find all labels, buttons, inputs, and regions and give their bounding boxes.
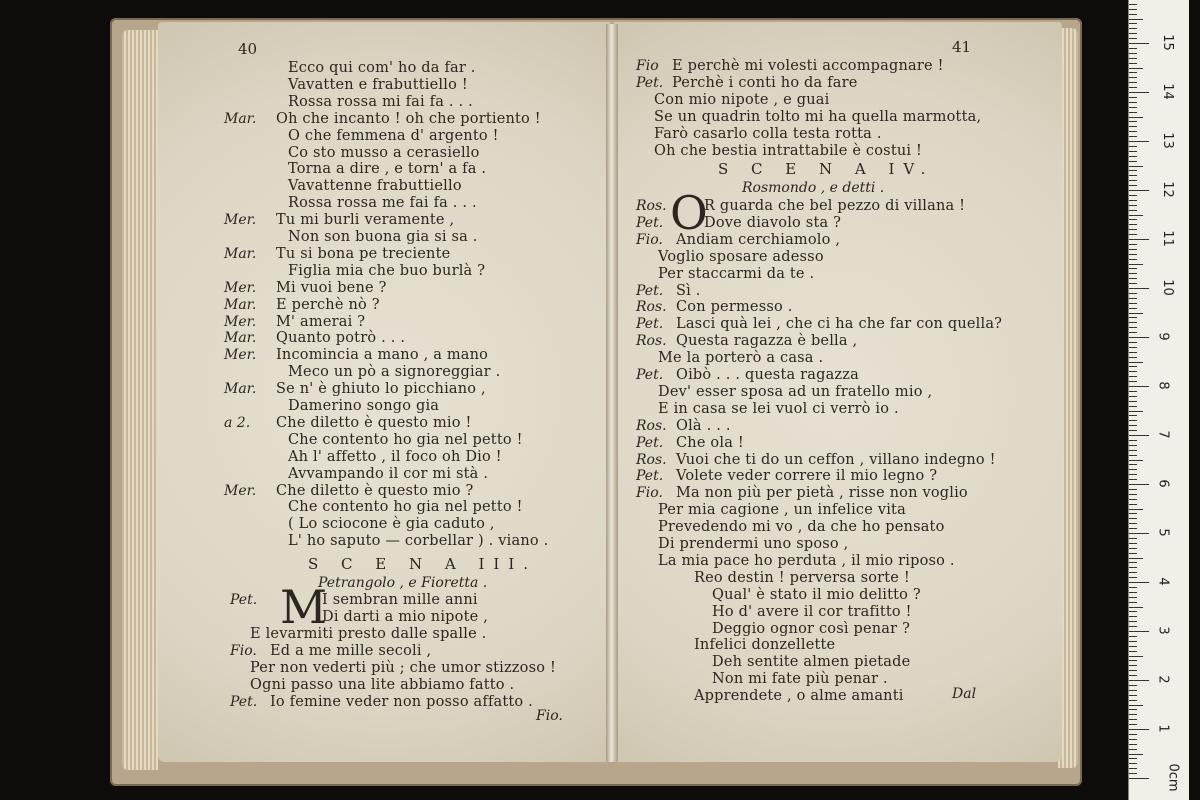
ruler-tick: [1129, 112, 1137, 113]
ruler-tick: [1129, 450, 1137, 451]
ruler-tick: [1129, 680, 1149, 681]
verse-line: Ed a me mille secoli ,: [270, 643, 432, 659]
ruler-tick: [1129, 602, 1137, 603]
ruler-tick: [1129, 709, 1137, 710]
ruler-tick: [1129, 337, 1149, 338]
verse-line: O che femmena d' argento !: [288, 127, 499, 144]
ruler-tick: [1129, 567, 1137, 568]
ruler-tick: [1129, 695, 1137, 696]
ruler-tick: [1129, 749, 1137, 750]
ruler-tick: [1129, 215, 1143, 216]
ruler-tick: [1129, 175, 1137, 176]
speaker-label: Pet.: [636, 468, 664, 485]
verse-line: Dove diavolo sta ?: [704, 214, 842, 231]
ruler-tick: [1129, 298, 1137, 299]
ruler-tick: [1129, 631, 1149, 632]
ruler-tick: [1129, 763, 1137, 764]
ruler-tick: [1129, 161, 1137, 162]
ruler-tick: [1129, 43, 1149, 44]
ruler-tick: [1129, 435, 1149, 436]
ruler-tick: [1129, 317, 1137, 318]
ruler-number: 1: [1155, 724, 1171, 733]
speaker-label: Mer.: [224, 279, 257, 296]
verse-line: Rossa rossa mi fai fa . . .: [288, 93, 473, 110]
ruler-tick: [1129, 357, 1137, 358]
ruler-tick: [1129, 4, 1137, 5]
ruler-number: 3: [1155, 626, 1171, 635]
ruler-tick: [1129, 607, 1143, 608]
ruler-tick: [1129, 739, 1137, 740]
ruler-tick: [1129, 381, 1137, 382]
ruler-tick: [1129, 641, 1137, 642]
verse-line: ( Lo sciocone è gia caduto ,: [288, 516, 495, 533]
ruler-tick: [1129, 386, 1149, 387]
ruler-tick: [1129, 352, 1137, 353]
speaker-label: Fio: [636, 58, 659, 74]
verse-line: Apprendete , o alme amanti: [694, 688, 904, 705]
verse-line: Con mio nipote , e guai: [654, 92, 830, 108]
ruler-tick: [1129, 651, 1137, 652]
ruler-tick: [1129, 126, 1137, 127]
verse-line: Oh che bestia intrattabile è costui !: [654, 143, 923, 159]
verse-line: Deggio ognor così penar ?: [712, 620, 911, 637]
verse-line: Meco un pò a signoreggiar .: [288, 364, 501, 381]
speaker-label: Mar.: [224, 296, 257, 313]
ruler-tick: [1129, 621, 1137, 622]
ruler-tick: [1129, 82, 1137, 83]
ruler-tick: [1129, 273, 1137, 274]
ruler-tick: [1129, 366, 1137, 367]
ruler-tick: [1129, 406, 1137, 407]
measuring-ruler: [1128, 0, 1189, 800]
verse-line: Sì .: [676, 282, 701, 299]
verse-line: Torna a dire , e torn' a fa .: [288, 161, 487, 178]
ruler-tick: [1129, 460, 1143, 461]
verse-line: E in casa se lei vuol ci verrò io .: [658, 400, 899, 417]
ruler-number: 10: [1159, 279, 1175, 296]
verse-line: Per mia cagione , un infelice vita: [658, 502, 906, 519]
verse-line: Qual' è stato il mio delitto ?: [712, 586, 921, 603]
ruler-tick: [1129, 724, 1137, 725]
verse-line: Ah l' affetto , il foco oh Dio !: [288, 448, 502, 465]
ruler-tick: [1129, 141, 1149, 142]
ruler-tick: [1129, 616, 1137, 617]
ruler-tick: [1129, 754, 1143, 755]
verse-line: Per staccarmi da te .: [658, 265, 815, 282]
ruler-number: 6: [1155, 479, 1171, 488]
catchword: Dal: [952, 686, 977, 702]
verse-line: Co sto musso a cerasiello: [288, 144, 480, 161]
verse-line: Tu mi burli veramente ,: [276, 212, 455, 229]
ruler-tick: [1129, 758, 1137, 759]
ruler-tick: [1129, 234, 1137, 235]
ruler-tick: [1129, 146, 1137, 147]
ruler-tick: [1129, 28, 1137, 29]
verse-line: Questa ragazza è bella ,: [676, 333, 858, 350]
verse-line: Che diletto è questo mio ?: [276, 482, 474, 499]
verse-line: Che diletto è questo mio !: [276, 414, 472, 431]
verse-line: Prevedendo mi vo , da che ho pensato: [658, 519, 945, 536]
verse-line: Olà . . .: [676, 417, 731, 434]
ruler-tick: [1129, 509, 1143, 510]
ruler-tick: [1129, 264, 1143, 265]
ruler-tick: [1129, 533, 1149, 534]
verse-line: Se n' è ghiuto lo picchiano ,: [276, 381, 486, 398]
ruler-tick: [1129, 38, 1137, 39]
verse-line: Ogni passo una lite abbiamo fatto .: [250, 677, 515, 693]
speaker-label: Mar.: [224, 330, 257, 347]
ruler-tick: [1129, 170, 1137, 171]
verse-line: Di darti a mio nipote ,: [322, 609, 488, 625]
ruler-tick: [1129, 504, 1137, 505]
ruler-tick: [1129, 518, 1137, 519]
ruler-tick: [1129, 714, 1137, 715]
ruler-tick: [1129, 53, 1137, 54]
ruler-tick: [1129, 166, 1143, 167]
ruler-tick: [1129, 288, 1149, 289]
ruler-tick: [1129, 420, 1137, 421]
ruler-number: 11: [1159, 230, 1175, 247]
verse-line: Andiam cerchiamolo ,: [676, 231, 841, 248]
ruler-tick: [1129, 401, 1137, 402]
verse-line: Per non vederti più ; che umor stizzoso !: [250, 660, 556, 676]
ruler-tick: [1129, 656, 1143, 657]
ruler-tick: [1129, 646, 1137, 647]
ruler-tick: [1129, 342, 1137, 343]
verse-line: Non mi fate più penar .: [712, 671, 888, 688]
verse-line: Figlia mia che buo burlà ?: [288, 262, 486, 279]
speaker-label: Mar.: [224, 245, 257, 262]
verse-line: Dev' esser sposa ad un fratello mio ,: [658, 383, 933, 400]
ruler-tick: [1129, 151, 1137, 152]
verse-line: Rossa rossa me fai fa . . .: [288, 195, 477, 212]
ruler-tick: [1129, 308, 1137, 309]
speaker-label: Pet.: [636, 434, 664, 451]
speaker-label: Pet.: [636, 367, 664, 383]
ruler-tick: [1129, 484, 1149, 485]
ruler-tick: [1129, 107, 1137, 108]
ruler-tick: [1129, 445, 1137, 446]
ruler-tick: [1129, 411, 1143, 412]
ruler-tick: [1129, 249, 1137, 250]
verse-line: Me la porterò a casa .: [658, 350, 824, 367]
speaker-label: Mer.: [224, 482, 257, 499]
drop-capital: M: [280, 580, 328, 634]
ruler-tick: [1129, 430, 1137, 431]
ruler-tick: [1129, 229, 1137, 230]
ruler-number: 13: [1159, 132, 1175, 149]
ruler-number: 12: [1159, 181, 1175, 198]
ruler-tick: [1129, 611, 1137, 612]
ruler-tick: [1129, 685, 1137, 686]
ruler-tick: [1129, 592, 1137, 593]
ruler-tick: [1129, 259, 1137, 260]
ruler-tick: [1129, 705, 1143, 706]
ruler-tick: [1129, 19, 1143, 20]
verse-line: Deh sentite almen pietade: [712, 654, 911, 671]
catchword: Fio.: [536, 708, 563, 724]
verse-line: Di prendermi uno sposo ,: [658, 536, 849, 552]
ruler-tick: [1129, 528, 1137, 529]
ruler-tick: [1129, 455, 1137, 456]
ruler-tick: [1129, 9, 1137, 10]
verse-line: Io femine veder non posso affatto .: [270, 694, 533, 710]
verse-line: La mia pace ho perduta , il mio riposo .: [658, 552, 955, 569]
verse-line: Voglio sposare adesso: [658, 248, 824, 265]
ruler-tick: [1129, 464, 1137, 465]
ruler-tick: [1129, 778, 1149, 779]
verse-line: E perchè mi volesti accompagnare !: [672, 58, 944, 74]
speaker-label: Pet.: [636, 316, 664, 333]
ruler-tick: [1129, 587, 1137, 588]
ruler-tick: [1129, 577, 1137, 578]
verse-line: Damerino songo gia: [288, 398, 440, 414]
ruler-tick: [1129, 479, 1137, 480]
speaker-label: Mar.: [224, 110, 257, 127]
ruler-tick: [1129, 180, 1137, 181]
verse-line: R guarda che bel pezzo di villana !: [704, 198, 966, 214]
ruler-tick: [1129, 548, 1137, 549]
ruler-number: 5: [1155, 528, 1171, 537]
ruler-tick: [1129, 33, 1137, 34]
left-page: [158, 22, 610, 762]
ruler-number: 2: [1155, 675, 1171, 684]
ruler-tick: [1129, 597, 1137, 598]
ruler-tick: [1129, 489, 1137, 490]
verse-line: Se un quadrin tolto mi ha quella marmotta,: [654, 109, 982, 125]
ruler-tick: [1129, 729, 1149, 730]
verse-line: Farò casarlo colla testa rotta .: [654, 126, 882, 142]
verse-line: Tu si bona pe treciente: [276, 245, 451, 262]
verse-line: Vuoi che ti do un ceffon , villano indegno !: [676, 451, 996, 468]
speaker-label: Pet.: [636, 75, 664, 91]
ruler-tick: [1129, 391, 1137, 392]
verse-line: Che ola !: [676, 434, 744, 451]
ruler-tick: [1129, 322, 1137, 323]
ruler-tick: [1129, 205, 1137, 206]
book-gutter: [606, 24, 618, 762]
ruler-tick: [1129, 670, 1137, 671]
speaker-label: Fio.: [230, 643, 257, 659]
speaker-label: Ros.: [636, 417, 667, 434]
ruler-tick: [1129, 254, 1137, 255]
ruler-tick: [1129, 200, 1137, 201]
ruler-number: 15: [1159, 34, 1175, 51]
speaker-label: Ros.: [636, 333, 667, 350]
ruler-tick: [1129, 440, 1137, 441]
ruler-tick: [1129, 185, 1137, 186]
ruler-tick: [1129, 102, 1137, 103]
verse-line: Avvampando il cor mi stà .: [288, 465, 489, 482]
ruler-tick: [1129, 513, 1137, 514]
verse-line: Quanto potrò . . .: [276, 330, 406, 347]
ruler-tick: [1129, 562, 1137, 563]
verse-line: M' amerai ?: [276, 313, 366, 330]
ruler-tick: [1129, 121, 1137, 122]
speaker-label: Mar.: [224, 381, 257, 398]
ruler-tick: [1129, 332, 1137, 333]
scene-cast: Rosmondo , e detti .: [742, 180, 885, 196]
verse-line: L' ho saputo — corbellar ) . viano .: [288, 533, 549, 550]
verse-line: Vavattenne frabuttiello: [288, 178, 462, 195]
ruler-tick: [1129, 97, 1137, 98]
ruler-tick: [1129, 362, 1143, 363]
ruler-number: 14: [1159, 83, 1175, 100]
verse-line: E perchè nò ?: [276, 296, 380, 313]
ruler-tick: [1129, 131, 1137, 132]
ruler-tick: [1129, 117, 1143, 118]
ruler-tick: [1129, 376, 1137, 377]
verse-line: Con permesso .: [676, 299, 793, 316]
right-page: [614, 22, 1062, 762]
ruler-tick: [1129, 87, 1137, 88]
ruler-tick: [1129, 278, 1137, 279]
ruler-tick: [1129, 224, 1137, 225]
ruler-tick: [1129, 371, 1137, 372]
speaker-label: Fio.: [636, 485, 663, 502]
ruler-tick: [1129, 469, 1137, 470]
ruler-tick: [1129, 195, 1137, 196]
ruler-tick: [1129, 23, 1137, 24]
ruler-tick: [1129, 675, 1137, 676]
ruler-tick: [1129, 48, 1137, 49]
ruler-tick: [1129, 494, 1137, 495]
speaker-label: Ros.: [636, 198, 667, 214]
ruler-tick: [1129, 474, 1137, 475]
ruler-number: 7: [1155, 430, 1171, 439]
verse-line: Vavatten e frabuttiello !: [288, 76, 468, 93]
verse-line: Non son buona gia si sa .: [288, 229, 478, 245]
speaker-label: a 2.: [224, 414, 251, 431]
ruler-tick: [1129, 190, 1149, 191]
ruler-tick: [1129, 239, 1149, 240]
speaker-label: Mer.: [224, 347, 257, 364]
speaker-label: Mer.: [224, 313, 257, 330]
ruler-tick: [1129, 244, 1137, 245]
ruler-tick: [1129, 558, 1143, 559]
ruler-tick: [1129, 58, 1137, 59]
verse-line: Ma non più per pietà , risse non voglio: [676, 485, 968, 502]
page-number: 41: [952, 38, 972, 56]
scene-heading: S C E N A IV.: [718, 160, 935, 178]
speaker-label: Pet.: [636, 214, 664, 231]
scene-cast: Petrangolo , e Fioretta .: [318, 575, 488, 591]
verse-line: Mi vuoi bene ?: [276, 279, 387, 296]
verse-line: Che contento ho gia nel petto !: [288, 431, 523, 448]
verse-line: Ho d' avere il cor trafitto !: [712, 603, 912, 620]
ruler-tick: [1129, 553, 1137, 554]
speaker-label: Ros.: [636, 299, 667, 316]
ruler-tick: [1129, 210, 1137, 211]
verse-line: Ecco qui com' ho da far .: [288, 60, 476, 76]
scene-heading: S C E N A III.: [308, 555, 538, 573]
speaker-label: Fio.: [636, 231, 663, 248]
ruler-tick: [1129, 660, 1137, 661]
ruler-tick: [1129, 700, 1137, 701]
ruler-tick: [1129, 523, 1137, 524]
ruler-tick: [1129, 665, 1137, 666]
verse-line: E levarmiti presto dalle spalle .: [250, 626, 487, 642]
verse-line: Che contento ho gia nel petto !: [288, 499, 523, 516]
ruler-tick: [1129, 734, 1137, 735]
verse-line: Lasci quà lei , che ci ha che far con quella?: [676, 316, 1003, 333]
ruler-tick: [1129, 14, 1137, 15]
speaker-label: Ros.: [636, 451, 667, 468]
speaker-label: Mer.: [224, 212, 257, 229]
ruler-tick: [1129, 347, 1137, 348]
ruler-tick: [1129, 219, 1137, 220]
ruler-tick: [1129, 136, 1137, 137]
ruler-tick: [1129, 303, 1137, 304]
ruler-tick: [1129, 768, 1137, 769]
verse-line: I sembran mille anni: [322, 592, 478, 608]
ruler-tick: [1129, 415, 1137, 416]
verse-line: Reo destin ! perversa sorte !: [694, 569, 910, 586]
ruler-tick: [1129, 396, 1137, 397]
ruler-number: 9: [1155, 332, 1171, 341]
ruler-tick: [1129, 77, 1137, 78]
ruler-tick: [1129, 425, 1137, 426]
verse-line: Oibò . . . questa ragazza: [676, 367, 859, 383]
page-edges-left: [122, 30, 158, 770]
verse-line: Infelici donzellette: [694, 637, 836, 654]
ruler-tick: [1129, 582, 1149, 583]
ruler-number: 8: [1155, 381, 1171, 390]
ruler-number: 0cm: [1165, 763, 1181, 792]
verse-line: Volete veder correre il mio legno ?: [676, 468, 938, 485]
ruler-tick: [1129, 690, 1137, 691]
ruler-tick: [1129, 283, 1137, 284]
ruler-tick: [1129, 538, 1137, 539]
ruler-tick: [1129, 636, 1137, 637]
speaker-label: Pet.: [230, 592, 258, 608]
ruler-tick: [1129, 719, 1137, 720]
drop-capital: O: [670, 186, 708, 240]
ruler-number: 4: [1155, 577, 1171, 586]
ruler-tick: [1129, 499, 1137, 500]
verse-line: Perchè i conti ho da fare: [672, 75, 858, 91]
ruler-tick: [1129, 744, 1137, 745]
page-number: 40: [238, 40, 258, 58]
ruler-tick: [1129, 572, 1137, 573]
ruler-tick: [1129, 543, 1137, 544]
ruler-tick: [1129, 63, 1137, 64]
ruler-tick: [1129, 72, 1137, 73]
speaker-label: Pet.: [636, 282, 664, 299]
speaker-label: Pet.: [230, 694, 258, 710]
ruler-tick: [1129, 293, 1137, 294]
ruler-tick: [1129, 626, 1137, 627]
ruler-tick: [1129, 268, 1137, 269]
verse-line: Oh che incanto ! oh che portiento !: [276, 110, 541, 127]
ruler-tick: [1129, 68, 1143, 69]
ruler-tick: [1129, 156, 1137, 157]
ruler-tick: [1129, 313, 1143, 314]
ruler-tick: [1129, 327, 1137, 328]
verse-line: Incomincia a mano , a mano: [276, 347, 489, 364]
ruler-tick: [1129, 773, 1137, 774]
ruler-tick: [1129, 92, 1149, 93]
